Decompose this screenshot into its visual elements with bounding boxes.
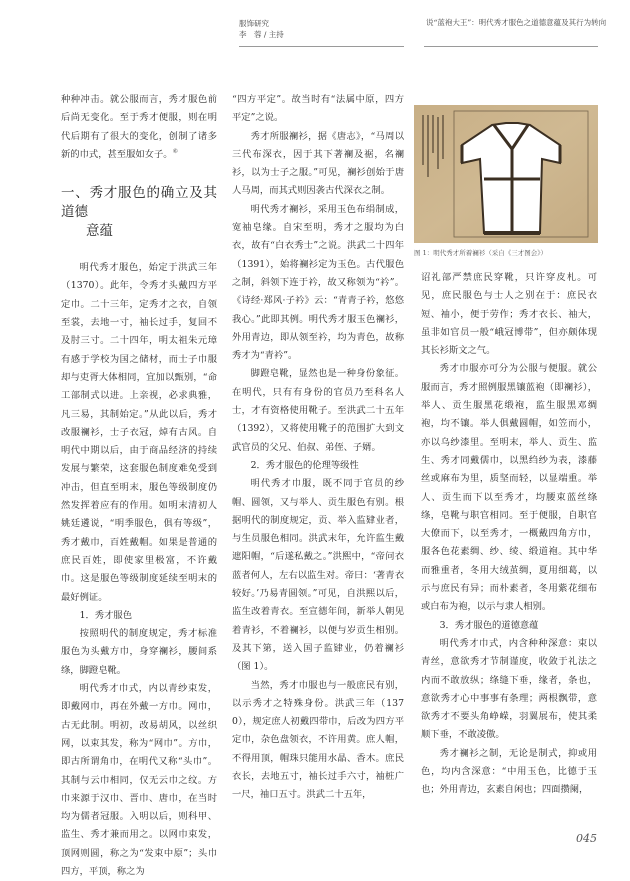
- figure-caption: 图 1：明代秀才所着襕衫（采自《三才图会》）: [414, 249, 547, 257]
- header-rule-left: [239, 46, 404, 47]
- section-heading: [61, 184, 217, 241]
- running-title: 说“蓝袍大王”：明代秀才服色之道德意蕴及其行为转向: [426, 18, 607, 27]
- paragraph: 明代秀才巾式，内含种种深意：束以青丝，意欲秀才节制谨度，收敛于礼法之内而不敢放纵；绦缝下垂，缘者，条也，意欲秀才心中事事有条理；两根飘带，意欲秀才不要头角峥嵘，羽翼展布，使其柔顺下垂，不敢凌傲。: [421, 637, 597, 741]
- journal-name: 服饰研究: [239, 19, 269, 28]
- text-column-1: [61, 91, 217, 881]
- paragraph: 当然，秀才巾服也与一般庶民有别，以示秀才之特殊身份。洪武三年（1370），规定庶人初戴四带巾，后改为四方平定巾，杂色盘领衣，不许用黄。庶人帽，不得用顶，帽珠只能用水晶、香木。庶民衣长，去地五寸，袖长过手六寸，袖桩广一尺，袖口五寸。洪武二十五年，: [232, 679, 404, 801]
- paragraph: 秀才所服襕衫，据《唐志》，“马周以三代布深衣，因于其下著襕及裾，名襕衫，以为士子之服。”可见，襕衫创始于唐人马周，而其式则因袭古代深衣之制。: [232, 130, 404, 197]
- subheading: 2．秀才服色的伦理等级性: [250, 459, 359, 471]
- paragraph: 种种冲击。就公服而言，秀才服色前后尚无变化。至于秀才便服，则在明代后期有了很大的变化，创制了诸多新的巾式，甚至服如女子。⑥: [61, 94, 217, 160]
- paragraph: 脚蹬皂靴，显然也是一种身份象征。在明代，只有有身份的官员乃至科名人士，才有资格使用靴子。至洪武二十五年（1392），又将使用靴子的范围扩大到文武官员的父兄、伯叔、弟侄、子婿。: [232, 368, 404, 453]
- lanshan-robe-illustration: [414, 105, 598, 243]
- section-heading-line-2: 意蕴: [86, 223, 113, 240]
- page-number: 045: [576, 832, 597, 845]
- subheading: 3．秀才服色的道德意蕴: [439, 619, 539, 631]
- paragraph: 明代秀才巾服，既不同于官员的纱帽、圆领，又与举人、贡生服色有别。根据明代的制度规定，贡、举入监肄业者，与生员服色相同。洪武末年，允许监生戴遮阳帽，“后遂私戴之。”洪熙中，“帝问衣蓝者何人，左右以监生对。帝曰：‘著青衣较好。’乃易青圆领。”可见，自洪熙以后，监生改着青衣。至宣德年间，新举人朝见着青衫，不着襕衫，以便与岁贡生相别。及其下第，送入国子监肄业，仍着襕衫（图 1）。: [232, 478, 404, 673]
- paragraph: “四方平定”。故当时有“法属中原，四方平定”之说。: [232, 94, 404, 124]
- paragraph: 秀才巾服亦可分为公服与便服。就公服而言，秀才照例服黑镶蓝袍（即襕衫），举人、贡生服黑花缎袍，监生服黑邓绸袍，均不镶。举人俱戴圆帽，如笠而小，亦以乌纱漆里。至明末，举人、贡生、监生、秀才同戴儒巾，以黑绉纱为表，漆藤丝或麻布为里，质坚而轻，以显端重。举人、贡生而下以至秀才，均腰束蓝丝绦绦，皂靴与职官相同。至于便服，自职官大僚而下，以至秀才，一概戴四角方巾，服各色花素绸、纱、绫、缎道袍。其中华而雅重者，冬用大绒茧绸，夏用细葛，以示与庶民有异；而朴素者，冬用紫花细布或白布为袍，以示与隶人相别。: [421, 363, 597, 613]
- paragraph: 明代秀才巾式，内以青纱束发，即戴网巾，再在外戴一方巾。网巾，古无此制。明初，改易胡风，以丝织网，以束其发，称为“网巾”。方巾，即古所谓角巾，在明代又称“头巾”。其制与云巾相同，仅无云巾之纹。方巾来源于汉巾、晋巾、唐巾，在当时均为儒者冠服。入明以后，则科甲、监生、秀才兼而用之。以网巾束发，顶网则圆，称之为“发束中原”；头巾四方，平顶，称之为: [61, 683, 217, 877]
- header-rule-right: [424, 46, 598, 47]
- paragraph: 明代秀才服色，始定于洪武三年（1370）。此年，令秀才头戴四方平定巾。二十三年，定秀才之衣，自领至裳，去地一寸，袖长过手，复回不及肘三寸。二十四年，明太祖朱元璋有感于学校为国之储材，而士子巾服却与吏胥大体相同，宜加以甄别，“命工部制式以进。上亲视，必求典雅，凡三易，其制始定。”从此以后，秀才改服襕衫，士子衣冠，焯有古风。自明代中期以后，由于商品经济的持续发展与繁荣，这套服色制度难免受到冲击，但直至明末，服色等级制度仍然发挥着应有的作用。如明末清初人姚廷遴说，“明季服色，俱有等级”，秀才戴巾，百姓戴帽。如果是普通的庶民百姓，即使家里极富，不许戴巾。这是服色等级制度延续至明末的最好例证。: [61, 262, 217, 603]
- paragraph: 按照明代的制度规定，秀才标准服色为头戴方巾，身穿襕衫，腰间系绦，脚蹬皂靴。: [61, 628, 217, 676]
- header-right: [426, 17, 618, 28]
- paragraph: 诏礼部严禁庶民穿靴，只许穿皮札。可见，庶民服色与士人之别在于：庶民衣短、袖小，便于劳作；秀才衣长、袖大，虽非如官员一般“峨冠博带”，但亦颇体现其长衫斯文之气。: [421, 272, 597, 357]
- figure-image: [414, 105, 598, 243]
- subheading: 1．秀才服色: [79, 609, 132, 621]
- text-column-2: [232, 91, 404, 805]
- paragraph: 秀才襕衫之制，无论是制式，抑或用色，均内含深意：“中用玉色，比德于玉也；外用青边，玄素自闲也；四面攒阑，: [421, 747, 597, 796]
- text-column-3: [421, 269, 597, 800]
- header-left: [239, 18, 284, 40]
- paragraph: 明代秀才襕衫，采用玉色布绢制成，宽袖皂缘。自宋至明，秀才之服均为白衣，故有“白衣秀士”之说。洪武二十四年（1391），始将襕衫定为玉色。古代服色之制，斜领下连于衿，故又称领为“衿”。《诗经·郑风·子衿》云：“青青子衿，悠悠我心。”此即其例。明代秀才服玉色襕衫，外用青边，即从领至衿，均为青色，故称秀才为“青衿”。: [232, 203, 404, 362]
- column-editor: 李 蓉 / 主持: [239, 30, 284, 39]
- section-heading-line-1: 一、秀才服色的确立及其道德: [61, 185, 217, 221]
